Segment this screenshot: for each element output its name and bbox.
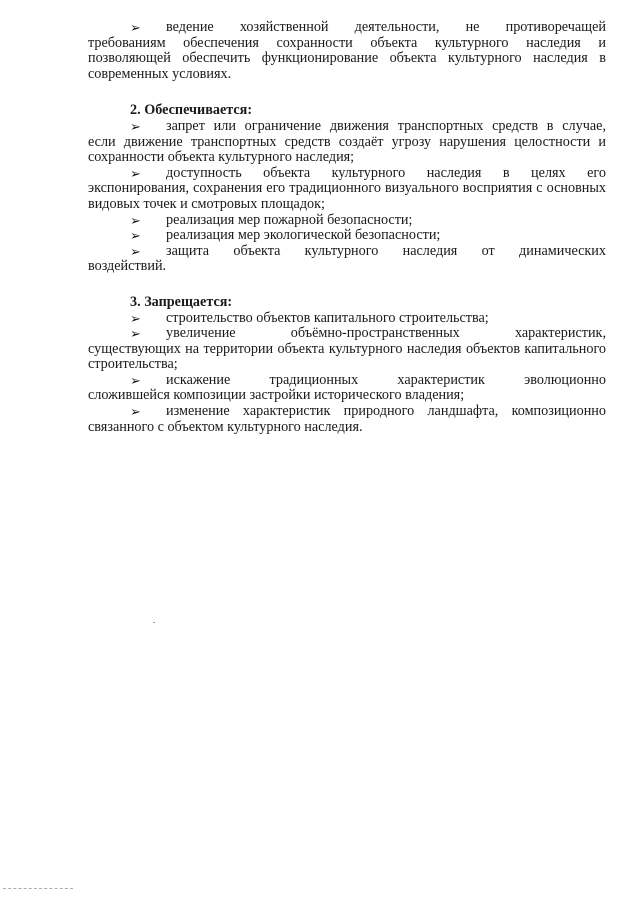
list-item-continuation: экспонирования, сохранения его традиционного визуального восприятия с основных видовых точек и смотровых площадок; [88, 180, 606, 212]
list-item-s2-2 [88, 213, 606, 229]
list-item-first-line: реализация мер экологической безопасности; [166, 227, 441, 244]
section-3-heading: 3. Запрещается: [130, 293, 233, 310]
arrowhead-bullet-icon: ➢ [130, 118, 141, 134]
list-item-first-line: защита объекта культурного наследия от динамических [166, 242, 606, 259]
list-item-s3-1 [88, 326, 606, 373]
list-item-continuation: если движение транспортных средств создаёт угрозу нарушения целостности и сохранности объекта культурного наследия; [88, 133, 606, 166]
list-item-first-line: доступность объекта культурного наследия в целях его [166, 164, 606, 181]
arrowhead-bullet-icon: ➢ [130, 228, 141, 244]
list-item-s3-3 [88, 404, 606, 435]
list-item-continuation: воздействий. [88, 258, 167, 275]
list-item-continuation: требованиям обеспечения сохранности объекта культурного наследия и позволяющей обеспечить функционирование объекта культурного наследия в современных условиях. [88, 34, 606, 82]
list-item-continuation: сложившейся композиции застройки исторического владения; [88, 387, 465, 404]
arrowhead-bullet-icon: ➢ [130, 212, 141, 228]
list-item-first-line: изменение характеристик природного ландшафта, композиционно [166, 403, 606, 420]
arrowhead-bullet-icon: ➢ [130, 310, 141, 326]
scan-edge-mark [3, 886, 73, 889]
list-item-s2-1 [88, 166, 606, 213]
list-item-first-line: строительство объектов капитального строительства; [166, 309, 489, 326]
section-2-heading: 2. Обеспечивается: [130, 102, 253, 119]
arrowhead-bullet-icon: ➢ [130, 372, 141, 388]
arrowhead-bullet-icon: ➢ [130, 326, 141, 342]
list-item-continuation: существующих на территории объекта культурного наследия объектов капитального строительства; [88, 340, 606, 373]
list-item-first-line: ведение хозяйственной деятельности, не противоречащей [166, 19, 606, 35]
list-item-first-line: искажение традиционных характеристик эволюционно [166, 371, 606, 388]
arrowhead-bullet-icon: ➢ [130, 404, 141, 420]
arrowhead-bullet-icon: ➢ [130, 165, 141, 181]
list-item-intro-0 [88, 20, 606, 82]
list-item-first-line: увеличение объёмно-пространственных характеристик, [166, 325, 606, 342]
list-item-s3-2 [88, 373, 606, 404]
arrowhead-bullet-icon: ➢ [130, 20, 141, 35]
list-item-first-line: реализация мер пожарной безопасности; [166, 211, 413, 228]
list-item-s2-3 [88, 228, 606, 244]
list-item-continuation: связанного с объектом культурного наследия. [88, 418, 363, 435]
arrowhead-bullet-icon: ➢ [130, 243, 141, 259]
list-item-s2-4 [88, 244, 606, 275]
list-item-s3-0 [88, 311, 606, 327]
list-item-first-line: запрет или ограничение движения транспортных средств в случае, [166, 117, 606, 134]
list-item-s2-0 [88, 119, 606, 166]
scan-speck [153, 622, 155, 623]
